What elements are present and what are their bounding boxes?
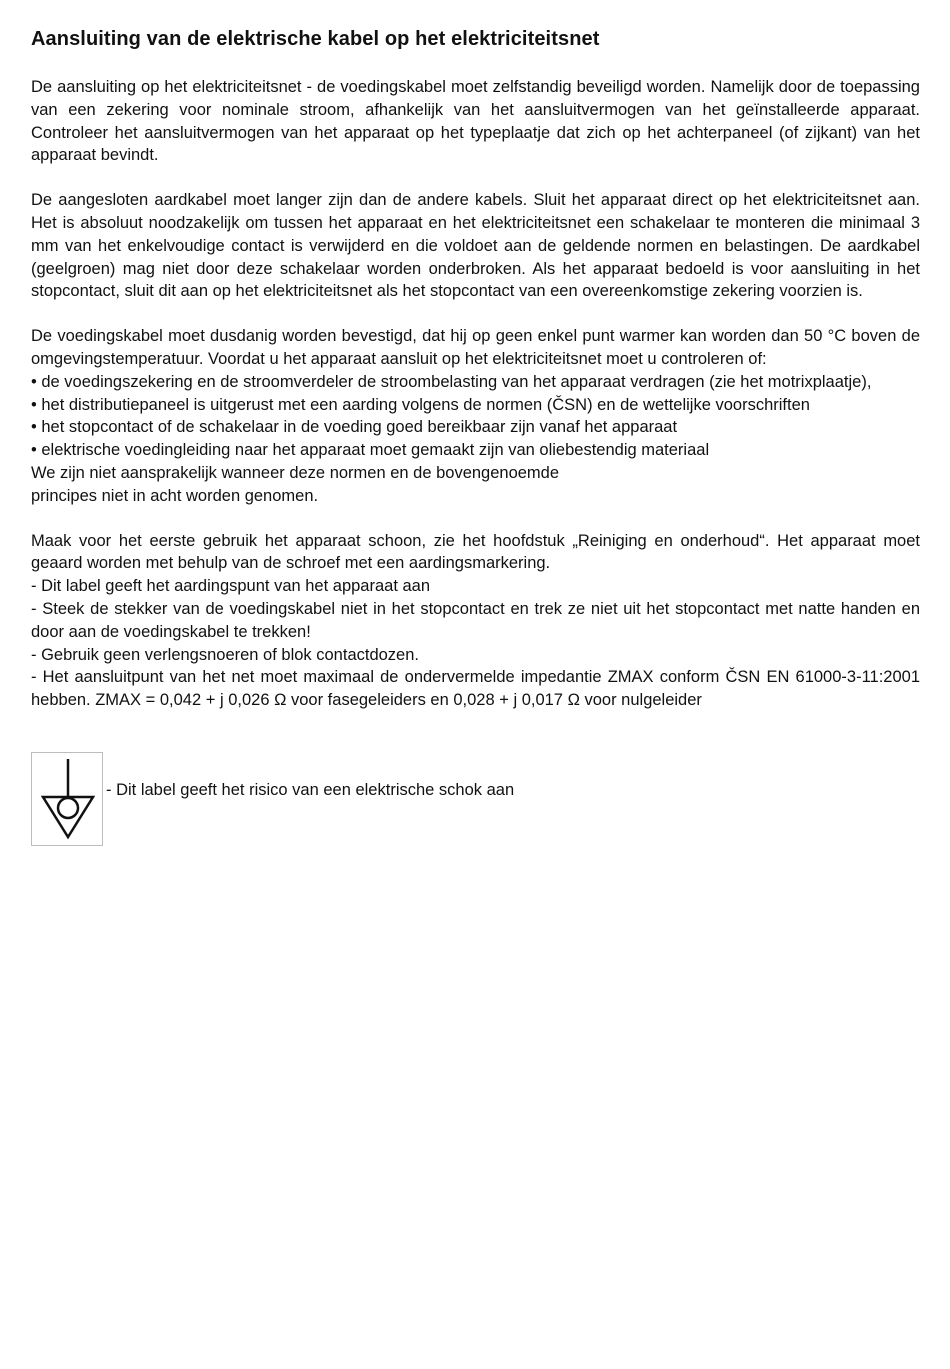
dash-item: - Steek de stekker van de voedingskabel niet in het stopcontact en trek ze niet uit het stopcontact met natte handen en door aan de voedingskabel te trekken! <box>31 599 920 641</box>
checklist-item: • het stopcontact of de schakelaar in de voeding goed bereikbaar zijn vanaf het apparaat <box>31 418 678 437</box>
liability-note-line: principes niet in acht worden genomen. <box>31 486 319 505</box>
document-page <box>31 26 920 846</box>
page-title: Aansluiting van de elektrische kabel op het elektriciteitsnet <box>31 28 600 50</box>
liability-note-line: We zijn niet aansprakelijk wanneer deze normen en de bovengenoemde <box>31 463 560 482</box>
dash-item: - Dit label geeft het aardingspunt van het apparaat aan <box>31 577 431 596</box>
equipotential-earth-symbol-icon <box>31 752 103 846</box>
symbol-caption: - Dit label geeft het risico van een elektrische schok aan <box>106 780 515 799</box>
dash-item: - Het aansluitpunt van het net moet maximaal de ondervermelde impedantie ZMAX conform ČSN EN 61000-3-11:2001 hebben. ZMAX = 0,042 + j 0,026 Ω voor fasegeleiders en 0,028 + j 0,017 Ω voor nulgeleider <box>31 668 920 710</box>
dash-item: - Gebruik geen verlengsnoeren of blok contactdozen. <box>31 645 419 664</box>
paragraph-first-use: Maak voor het eerste gebruik het apparaat schoon, zie het hoofdstuk „Reiniging en onderhoud“. Het apparaat moet geaard worden met behulp van de schroef met een aardingsmarkering. <box>31 531 920 573</box>
paragraph-earth-cable: De aangesloten aardkabel moet langer zijn dan de andere kabels. Sluit het apparaat direct op het elektriciteitsnet aan. Het is absoluut noodzakelijk om tussen het apparaat en het elektriciteitsnet een schakelaar te monteren die minimaal 3 mm van het enkelvoudige contact is verwijderd en die voldoet aan de geldende normen en belastingen. De aardkabel (geelgroen) mag niet door deze schakelaar worden onderbroken. Als het apparaat bedoeld is voor aansluiting in het stopcontact, sluit dit aan op het elektriciteitsnet als het stopcontact van een overeenkomstige zekering voorzien is. <box>31 191 920 301</box>
paragraph-power-protection: De aansluiting op het elektriciteitsnet - de voedingskabel moet zelfstandig beveiligd worden. Namelijk door de toepassing van een zekering voor nominale stroom, afhankelijk van het aansluitvermogen van het geïnstalleerde apparaat. Controleer het aansluitvermogen van het apparaat op het typeplaatje dat zich op het achterpaneel (of zijkant) van het apparaat bevindt. <box>31 78 920 165</box>
checklist-item: • elektrische voedingleiding naar het apparaat moet gemaakt zijn van oliebestendig materiaal <box>31 441 710 460</box>
section-cable-checks <box>31 325 920 507</box>
symbol-row <box>31 752 920 846</box>
checklist-item: • het distributiepaneel is uitgerust met een aarding volgens de normen (ČSN) en de wettelijke voorschriften <box>31 395 810 414</box>
paragraph-cable-fixing: De voedingskabel moet dusdanig worden bevestigd, dat hij op geen enkel punt warmer kan worden dan 50 °C boven de omgevingstemperatuur. Voordat u het apparaat aansluit op het elektriciteitsnet moet u controleren of: <box>31 327 920 368</box>
section-first-use <box>31 530 920 712</box>
checklist-item: • de voedingszekering en de stroomverdeler de stroombelasting van het apparaat verdragen (zie het motrixplaatje), <box>31 372 872 391</box>
